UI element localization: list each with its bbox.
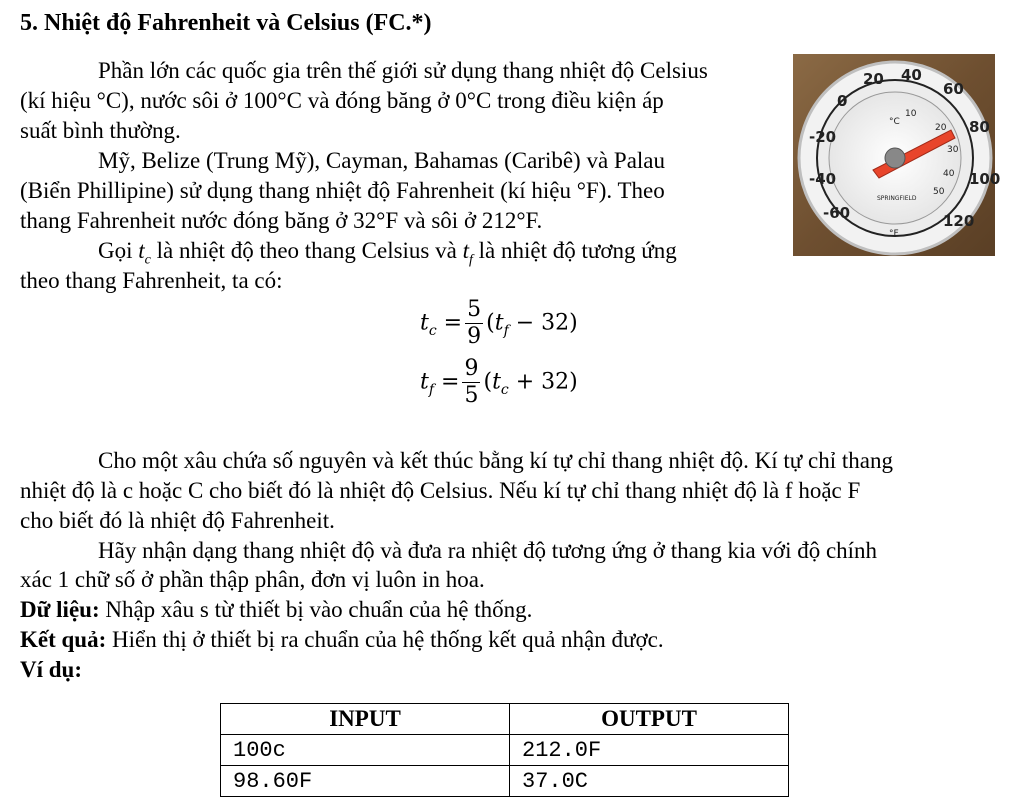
formula-tc: $t_c$ = $\frac{5}{9}$ $(t_f - 32)$ (420, 297, 578, 349)
svg-text:-20: -20 (809, 128, 837, 146)
input-header: INPUT (221, 704, 510, 735)
problem-title: 5. Nhiệt độ Fahrenheit và Celsius (FC.*) (20, 10, 432, 36)
para2-line1: Mỹ, Belize (Trung Mỹ), Cayman, Bahamas (Caribê) và Palau (98, 148, 666, 173)
para4-line1: Cho một xâu chứa số nguyên và kết thúc bằng kí tự chỉ thang nhiệt độ. Kí tự chỉ thang (98, 448, 893, 473)
para1-line1: Phần lớn các quốc gia trên thế giới sử dụng thang nhiệt độ Celsius (98, 58, 708, 83)
para4-line2: nhiệt độ là c hoặc C cho biết đó là nhiệt độ Celsius. Nếu kí tự chỉ thang nhiệt độ là f hoặc F (20, 478, 861, 503)
para1-line2: (kí hiệu °C), nước sôi ở 100°C và đóng băng ở 0°C trong điều kiện áp (20, 88, 664, 113)
output-cell: 37.0C (510, 766, 789, 797)
data-section (20, 596, 532, 624)
svg-text:60: 60 (943, 80, 964, 98)
example-table (220, 703, 789, 797)
para2-line2: (Biển Phillipine) sử dụng thang nhiệt độ Fahrenheit (kí hiệu °F). Theo (20, 178, 665, 203)
svg-text:50: 50 (933, 187, 945, 197)
formula-tf: $t_f$ = $\frac{9}{5}$ $(t_c + 32)$ (420, 356, 578, 408)
svg-text:-60: -60 (823, 204, 851, 222)
para1-line3: suất bình thường. (20, 118, 181, 143)
svg-text:40: 40 (943, 169, 955, 179)
svg-text:40: 40 (901, 66, 922, 84)
input-cell: 100c (221, 735, 510, 766)
svg-text:20: 20 (935, 123, 947, 133)
example-label: Ví dụ: (20, 657, 82, 682)
output-cell: 212.0F (510, 735, 789, 766)
para2-line3: thang Fahrenheit nước đóng băng ở 32°F và sôi ở 212°F. (20, 208, 543, 233)
input-cell: 98.60F (221, 766, 510, 797)
para4-line3: cho biết đó là nhiệt độ Fahrenheit. (20, 508, 335, 533)
svg-text:20: 20 (863, 70, 884, 88)
svg-text:30: 30 (947, 145, 959, 155)
svg-text:0: 0 (837, 92, 848, 110)
svg-text:80: 80 (969, 118, 990, 136)
output-header: OUTPUT (510, 704, 789, 735)
table-row (221, 766, 789, 797)
para5-line2: xác 1 chữ số ở phần thập phân, đơn vị luôn in hoa. (20, 567, 485, 592)
para3-line2: theo thang Fahrenheit, ta có: (20, 268, 283, 293)
table-row (221, 735, 789, 766)
thermometer-image (793, 54, 1001, 256)
result-text: Hiển thị ở thiết bị ra chuẩn của hệ thống kết quả nhận được. (106, 627, 664, 652)
data-text: Nhập xâu s từ thiết bị vào chuẩn của hệ thống. (99, 597, 533, 622)
svg-text:SPRINGFIELD: SPRINGFIELD (877, 195, 917, 202)
svg-text:100: 100 (969, 170, 1001, 188)
svg-text:-40: -40 (809, 170, 837, 188)
svg-text:10: 10 (905, 109, 917, 119)
para5-line1: Hãy nhận dạng thang nhiệt độ và đưa ra nhiệt độ tương ứng ở thang kia với độ chính (98, 538, 878, 563)
svg-text:°C: °C (889, 117, 900, 127)
para3-line1: Gọi $t_c$ là nhiệt độ theo thang Celsius và $t_f$ là nhiệt độ tương ứng (98, 238, 677, 268)
svg-text:°F: °F (889, 229, 899, 239)
result-label: Kết quả: (20, 627, 107, 652)
data-label: Dữ liệu: (20, 597, 100, 622)
svg-text:120: 120 (943, 212, 975, 230)
result-section (20, 626, 664, 654)
